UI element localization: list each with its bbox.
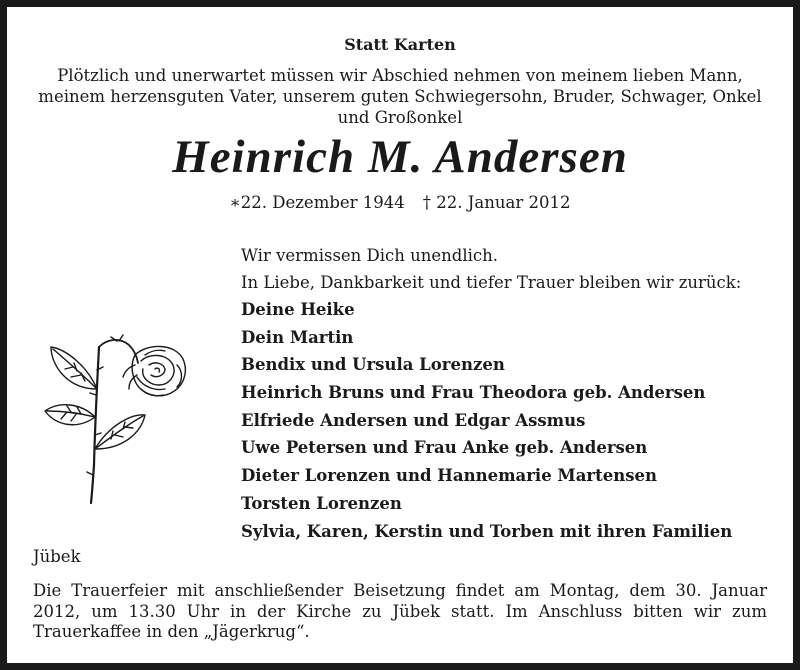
mourner-name: Sylvia, Karen, Kerstin und Torben mit ihren Familien <box>241 521 733 541</box>
message-line: In Liebe, Dankbarkeit und tiefer Trauer bleiben wir zurück: <box>241 273 742 292</box>
rose-icon <box>37 325 202 510</box>
birth-date: ∗22. Dezember 1944 <box>229 193 405 212</box>
mourners-block <box>241 242 773 545</box>
mourner-name: Torsten Lorenzen <box>241 493 402 513</box>
mourner-name: Elfriede Andersen und Edgar Assmus <box>241 410 586 430</box>
mourner-name: Dieter Lorenzen und Hannemarie Martensen <box>241 466 657 486</box>
deceased-name: Heinrich M. Andersen <box>172 131 628 183</box>
mourner-name: Heinrich Bruns und Frau Theodora geb. Andersen <box>241 383 706 403</box>
ceremony-details: Die Trauerfeier mit anschließender Beisetzung findet am Montag, dem 30. Januar 2012, um 13.30 Uhr in der Kirche zu Jübek statt. Im Anschluss bitten wir zum Trauerkaffee in den „Jägerkrug“. <box>33 581 767 641</box>
mourners-list <box>241 296 773 545</box>
death-date: † 22. Januar 2012 <box>422 193 571 212</box>
mourner-name: Bendix und Ursula Lorenzen <box>241 355 505 375</box>
mourner-name: Dein Martin <box>241 327 354 347</box>
mourner-name: Uwe Petersen und Frau Anke geb. Andersen <box>241 438 648 458</box>
life-dates <box>7 193 793 212</box>
message-line: Wir vermissen Dich unendlich. <box>241 246 499 265</box>
intro-text: Plötzlich und unerwartet müssen wir Abschied nehmen von meinem lieben Mann, meinem herzensguten Vater, unserem guten Schwiegersohn, Bruder, Schwager, Onkel und Großonkel <box>38 66 762 127</box>
header-statt-karten: Statt Karten <box>344 35 456 54</box>
place-name: Jübek <box>33 547 81 566</box>
mourner-name: Deine Heike <box>241 300 355 319</box>
